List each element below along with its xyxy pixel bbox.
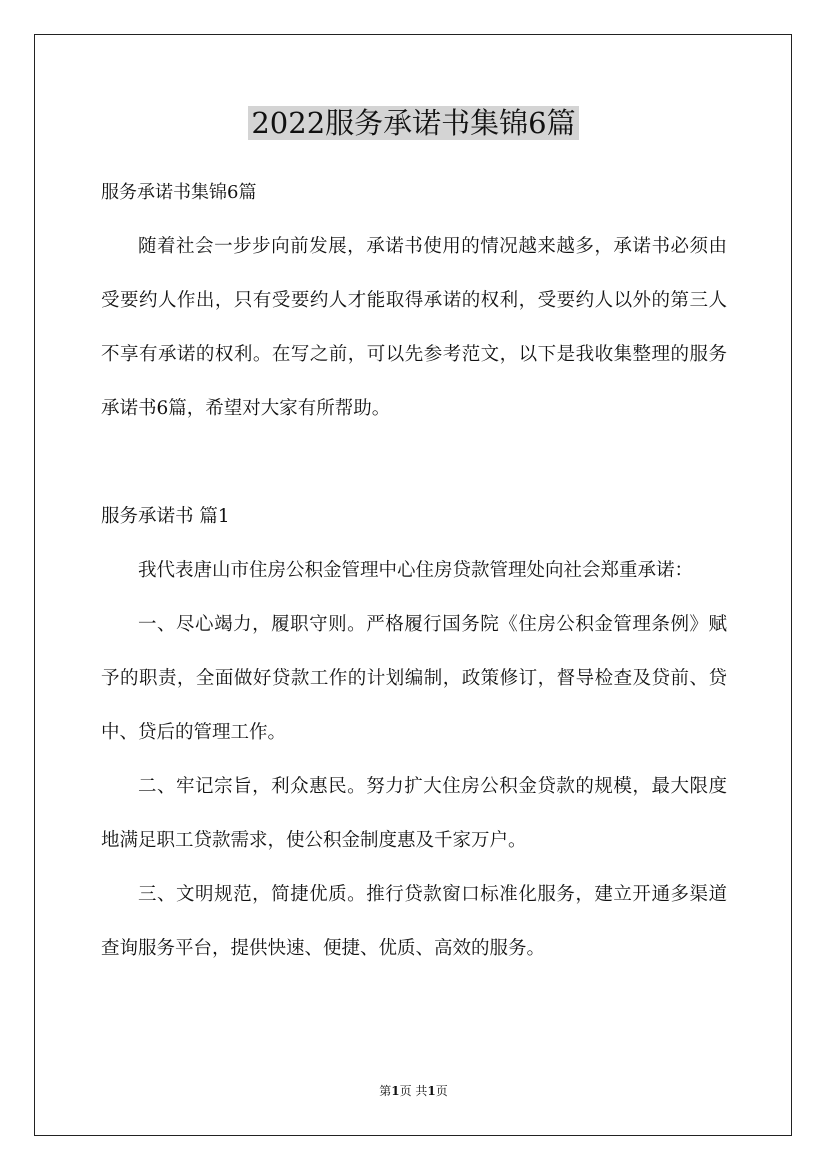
page-total: 1: [427, 1084, 436, 1098]
body-paragraph: 一、尽心竭力，履职守则。严格履行国务院《住房公积金管理条例》赋予的职责，全面做好贷款工作的计划编制，政策修订，督导检查及贷前、贷中、贷后的管理工作。: [101, 614, 727, 743]
page-footer: [0, 1083, 827, 1099]
page-label-prefix: 第: [379, 1084, 392, 1098]
intro-paragraph: 随着社会一步步向前发展，承诺书使用的情况越来越多，承诺书必须由受要约人作出，只有受要约人才能取得承诺的权利，受要约人以外的第三人不享有承诺的权利。在写之前，可以先参考范文，以下是我收集整理的服务承诺书6篇，希望对大家有所帮助。: [101, 236, 727, 419]
page-label-suffix: 页: [435, 1084, 448, 1098]
body-paragraph: 我代表唐山市住房公积金管理中心住房贷款管理处向社会郑重承诺：: [138, 560, 694, 581]
body-paragraph: 三、文明规范，简捷优质。推行贷款窗口标准化服务，建立开通多渠道查询服务平台，提供快速、便捷、优质、高效的服务。: [101, 884, 727, 959]
body-paragraph: 二、牢记宗旨，利众惠民。努力扩大住房公积金贷款的规模，最大限度地满足职工贷款需求，使公积金制度惠及千家万户。: [101, 776, 727, 851]
title-text: 2022服务承诺书集锦6篇: [248, 106, 578, 140]
page-current: 1: [391, 1084, 400, 1098]
document-body: [101, 166, 727, 976]
page-label-mid: 页 共: [399, 1084, 428, 1098]
document-title: [0, 103, 827, 143]
section-heading: 服务承诺书 篇1: [101, 506, 230, 527]
document-subtitle: 服务承诺书集锦6篇: [101, 182, 257, 203]
